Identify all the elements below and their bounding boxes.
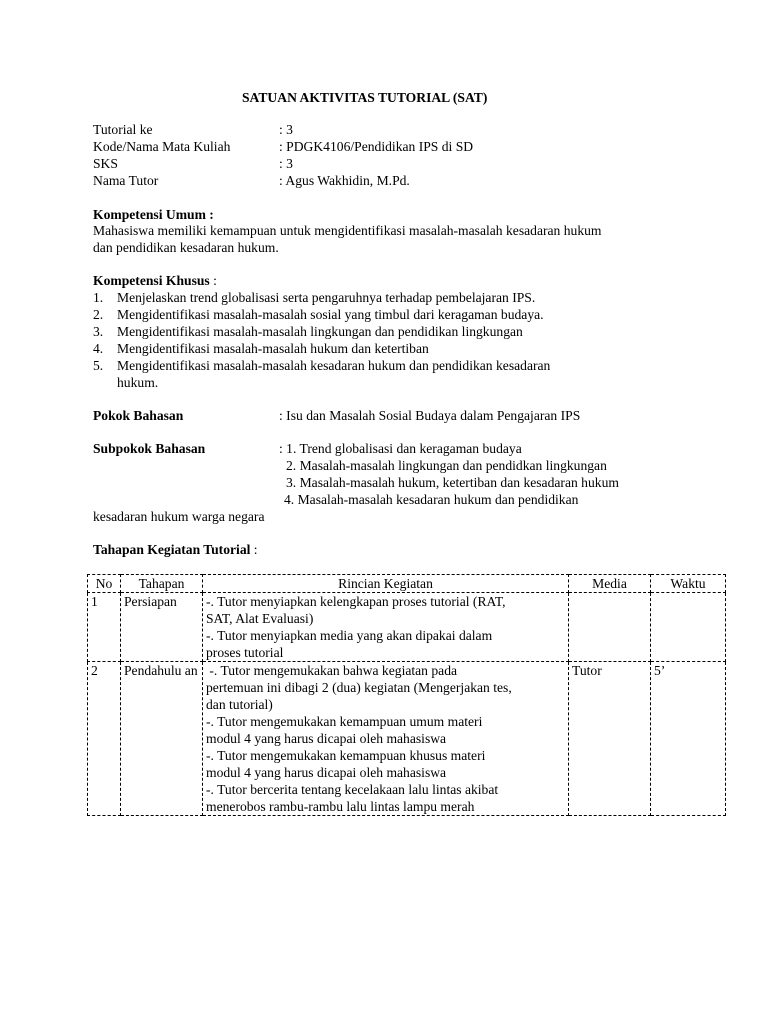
cell-media: Tutor bbox=[569, 662, 651, 816]
rincian-line: menerobos rambu-rambu lalu lintas lampu merah bbox=[206, 799, 475, 814]
subpokok-line-4: 4. Masalah-masalah kesadaran hukum dan pendidikan bbox=[284, 492, 579, 507]
kompetensi-khusus-colon: : bbox=[209, 273, 217, 288]
cell-waktu: 5’ bbox=[651, 662, 726, 816]
rincian-line: modul 4 yang harus dicapai oleh mahasiswa bbox=[206, 731, 447, 746]
info-value-tutorial: : 3 bbox=[279, 122, 293, 137]
kompetensi-umum-line-2: dan pendidikan kesadaran hukum. bbox=[93, 240, 279, 255]
tahapan-heading-row bbox=[93, 541, 258, 558]
rincian-line: modul 4 yang harus dicapai oleh mahasiswa bbox=[206, 765, 447, 780]
info-label-sks: SKS bbox=[93, 156, 118, 171]
header-rincian: Rincian Kegiatan bbox=[203, 575, 569, 593]
kk-item-1-num: 1. bbox=[93, 290, 104, 305]
info-value-kode: : PDGK4106/Pendidikan IPS di SD bbox=[279, 139, 474, 154]
tahapan-colon: : bbox=[250, 542, 258, 557]
tahapan-heading: Tahapan Kegiatan Tutorial bbox=[93, 542, 251, 557]
subpokok-line-2: 2. Masalah-masalah lingkungan dan pendidkan lingkungan bbox=[286, 458, 607, 473]
cell-rincian bbox=[203, 593, 569, 662]
kk-item-3-num: 3. bbox=[93, 324, 104, 339]
rincian-line: -. Tutor menyiapkan media yang akan dipakai dalam bbox=[206, 628, 493, 643]
table-row bbox=[88, 593, 726, 662]
info-label-kode: Kode/Nama Mata Kuliah bbox=[93, 139, 231, 154]
rincian-line: SAT, Alat Evaluasi) bbox=[206, 611, 314, 626]
kk-item-5-cont: hukum. bbox=[117, 375, 159, 390]
rincian-line: pertemuan ini dibagi 2 (dua) kegiatan (Mengerjakan tes, bbox=[206, 680, 512, 695]
cell-tahapan: Pendahulu an bbox=[121, 662, 203, 816]
kk-item-4-num: 4. bbox=[93, 341, 104, 356]
kk-item-3-text: Mengidentifikasi masalah-masalah lingkungan dan pendidikan lingkungan bbox=[117, 324, 523, 339]
header-no: No bbox=[88, 575, 121, 593]
pokok-bahasan-label: Pokok Bahasan bbox=[93, 408, 184, 423]
pokok-bahasan-value: : Isu dan Masalah Sosial Budaya dalam Pengajaran IPS bbox=[279, 408, 581, 423]
header-tahapan: Tahapan bbox=[121, 575, 203, 593]
kk-item-5-num: 5. bbox=[93, 358, 104, 373]
header-media: Media bbox=[569, 575, 651, 593]
subpokok-wrap: kesadaran hukum warga negara bbox=[93, 509, 265, 524]
rincian-line: proses tutorial bbox=[206, 645, 284, 660]
cell-no: 2 bbox=[88, 662, 121, 816]
cell-media bbox=[569, 593, 651, 662]
cell-no: 1 bbox=[88, 593, 121, 662]
kk-item-2-text: Mengidentifikasi masalah-masalah sosial yang timbul dari keragaman budaya. bbox=[117, 307, 544, 322]
rincian-line: -. Tutor mengemukakan kemampuan khusus materi bbox=[206, 748, 486, 763]
subpokok-line-3: 3. Masalah-masalah hukum, ketertiban dan kesadaran hukum bbox=[286, 475, 619, 490]
kompetensi-umum-line-1: Mahasiswa memiliki kemampuan untuk mengidentifikasi masalah-masalah kesadaran hukum bbox=[93, 223, 602, 238]
cell-waktu bbox=[651, 593, 726, 662]
rincian-line: dan tutorial) bbox=[206, 697, 273, 712]
subpokok-bahasan-label: Subpokok Bahasan bbox=[93, 441, 206, 456]
info-value-sks: : 3 bbox=[279, 156, 293, 171]
kk-item-4-text: Mengidentifikasi masalah-masalah hukum dan ketertiban bbox=[117, 341, 429, 356]
info-value-tutor: : Agus Wakhidin, M.Pd. bbox=[279, 173, 410, 188]
kompetensi-khusus-heading: Kompetensi Khusus bbox=[93, 273, 210, 288]
rincian-line: -. Tutor menyiapkan kelengkapan proses tutorial (RAT, bbox=[206, 594, 506, 609]
subpokok-line-1: : 1. Trend globalisasi dan keragaman budaya bbox=[279, 441, 522, 456]
info-label-tutorial: Tutorial ke bbox=[93, 122, 153, 137]
cell-rincian bbox=[203, 662, 569, 816]
kompetensi-khusus-heading-row bbox=[93, 272, 217, 289]
rincian-line: -. Tutor mengemukakan bahwa kegiatan pada bbox=[206, 663, 458, 678]
table-row bbox=[88, 662, 726, 816]
kompetensi-umum-heading: Kompetensi Umum : bbox=[93, 207, 214, 222]
info-label-tutor: Nama Tutor bbox=[93, 173, 159, 188]
table-header-row bbox=[88, 575, 726, 593]
activity-table bbox=[87, 574, 726, 816]
page-title: SATUAN AKTIVITAS TUTORIAL (SAT) bbox=[242, 90, 488, 105]
header-waktu: Waktu bbox=[651, 575, 726, 593]
cell-tahapan: Persiapan bbox=[121, 593, 203, 662]
kk-item-2-num: 2. bbox=[93, 307, 104, 322]
rincian-line: -. Tutor bercerita tentang kecelakaan lalu lintas akibat bbox=[206, 782, 499, 797]
rincian-line: -. Tutor mengemukakan kemampuan umum materi bbox=[206, 714, 483, 729]
kk-item-5-text: Mengidentifikasi masalah-masalah kesadaran hukum dan pendidikan kesadaran bbox=[117, 358, 551, 373]
kk-item-1-text: Menjelaskan trend globalisasi serta pengaruhnya terhadap pembelajaran IPS. bbox=[117, 290, 536, 305]
